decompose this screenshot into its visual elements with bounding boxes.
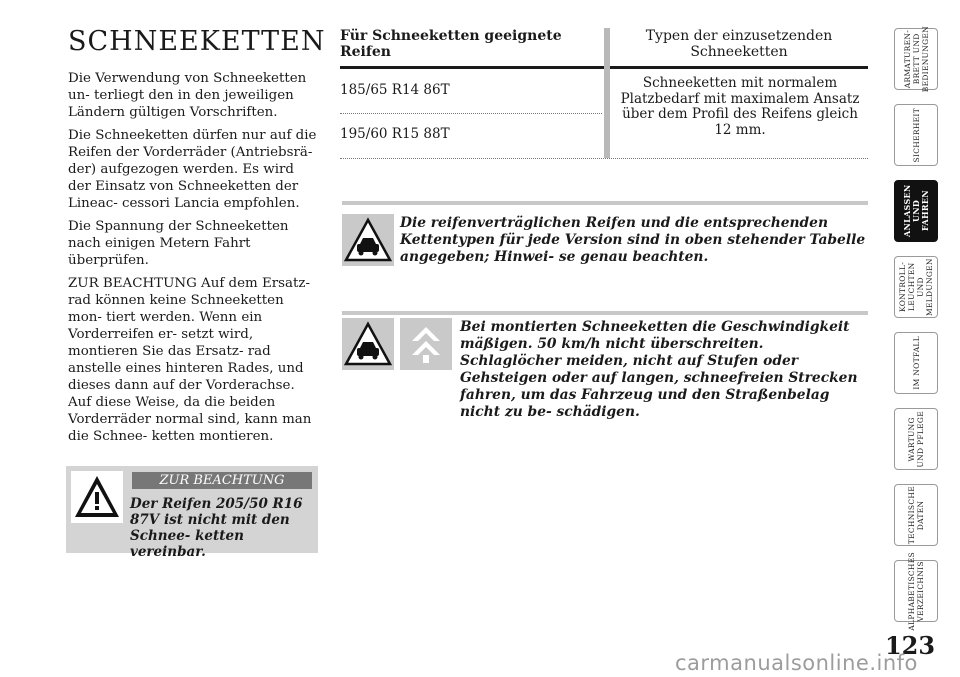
tab-alphabetisches-verzeichnis[interactable]	[894, 551, 938, 631]
tab-anlassen-und-fahren[interactable]	[894, 180, 938, 242]
car-warning-icon	[342, 214, 394, 266]
intro-text	[68, 70, 320, 451]
table-column-divider	[604, 28, 610, 158]
tab-label: ARMATUREN- BRETT UND BEDIENUNGEN	[902, 25, 930, 93]
table-row-divider	[340, 113, 602, 114]
tab-label: SICHERHEIT	[911, 107, 921, 163]
table-header-chains: Typen der einzusetzenden Schneeketten	[645, 28, 833, 60]
table-cell-chain-type: Schneeketten mit normalem Platzbedarf mit maximalem Ansatz über dem Profil des Reifens gleich 12 mm.	[620, 75, 860, 138]
table-row: 195/60 R15 88T	[340, 126, 450, 142]
note-speed-limit	[460, 319, 868, 421]
paragraph: Die Spannung der Schneeketten nach einigen Metern Fahrt überprüfen.	[68, 219, 289, 268]
warning-banner: ZUR BEACHTUNG	[132, 472, 312, 489]
tab-wartung-und-pflege[interactable]	[894, 408, 938, 470]
warning-box	[66, 466, 318, 560]
tab-sicherheit[interactable]	[894, 104, 938, 166]
lancia-logo-icon	[400, 318, 452, 370]
tab-label: ALPHABETISCHES VERZEICHNIS	[907, 551, 925, 631]
watermark: carmanualsonline.info	[675, 651, 918, 675]
tab-label: WARTUNG UND PFLEGE	[907, 410, 925, 468]
tab-label: ANLASSEN UND FAHREN	[901, 184, 930, 238]
table-bottom-rule	[340, 158, 868, 159]
warning-text	[72, 496, 318, 560]
tire-chain-table	[340, 28, 868, 160]
table-row: 185/65 R14 86T	[340, 82, 450, 98]
paragraph: Die Schneeketten dürfen nur auf die Reifen der Vorderräder (Antriebsrä- der) aufgezogen werden. Es wird der Einsatz von Schneeketten der Lineac- cessori Lancia empfohlen.	[68, 128, 317, 211]
paragraph: Die Verwendung von Schneeketten un- terliegt den in den jeweiligen Ländern gültigen Vorschriften.	[68, 71, 307, 120]
note-top-bar	[342, 311, 868, 315]
page-title: SCHNEEKETTEN	[68, 26, 326, 57]
note-text: Bei montierten Schneeketten die Geschwindigkeit mäßigen. 50 km/h nicht überschreiten. Schlaglöcher meiden, nicht auf Stufen oder Gehsteigen oder auf langen, schneefreien Strecken fahren, um das Fahrzeug und den Straßenbelag nicht zu be- schädigen.	[460, 319, 858, 420]
paragraph: ZUR BEACHTUNG Auf dem Ersatz- rad können keine Schneeketten mon- tiert werden. Wenn ein Vorderreifen er- setzt wird, montieren Sie das Ersatz- rad anstelle eines hinteren Rades, und dieses dann auf der Vorderachse. Auf diese Weise, da die beiden Vorderräder normal sind, kann man die Schnee- ketten montieren.	[68, 276, 312, 444]
car-warning-icon	[342, 318, 394, 370]
tab-armaturenbrett[interactable]	[894, 25, 938, 93]
tab-label: IM NOTFALL	[911, 336, 921, 390]
tab-im-notfall[interactable]	[894, 332, 938, 394]
tab-label: TECHNISCHE DATEN	[907, 485, 925, 545]
note-top-bar	[342, 201, 868, 205]
tab-label: KONTROLL- LEUCHTEN UND MELDUNGEN	[898, 258, 934, 316]
page-number: 123	[884, 631, 936, 660]
tab-technische-daten[interactable]	[894, 484, 938, 546]
warning-text-body: Der Reifen 205/50 R16 87V ist nicht mit den Schnee- ketten vereinbar.	[130, 496, 303, 560]
table-header-tires: Für Schneeketten geeignete Reifen	[340, 28, 562, 60]
note-tire-compatibility: Die reifenverträglichen Reifen und die entsprechenden Kettentypen für jede Version sind in oben stehender Tabelle angegeben; Hinwei- se genau beachten.	[400, 215, 866, 265]
tab-kontrollleuchten[interactable]	[894, 256, 938, 318]
